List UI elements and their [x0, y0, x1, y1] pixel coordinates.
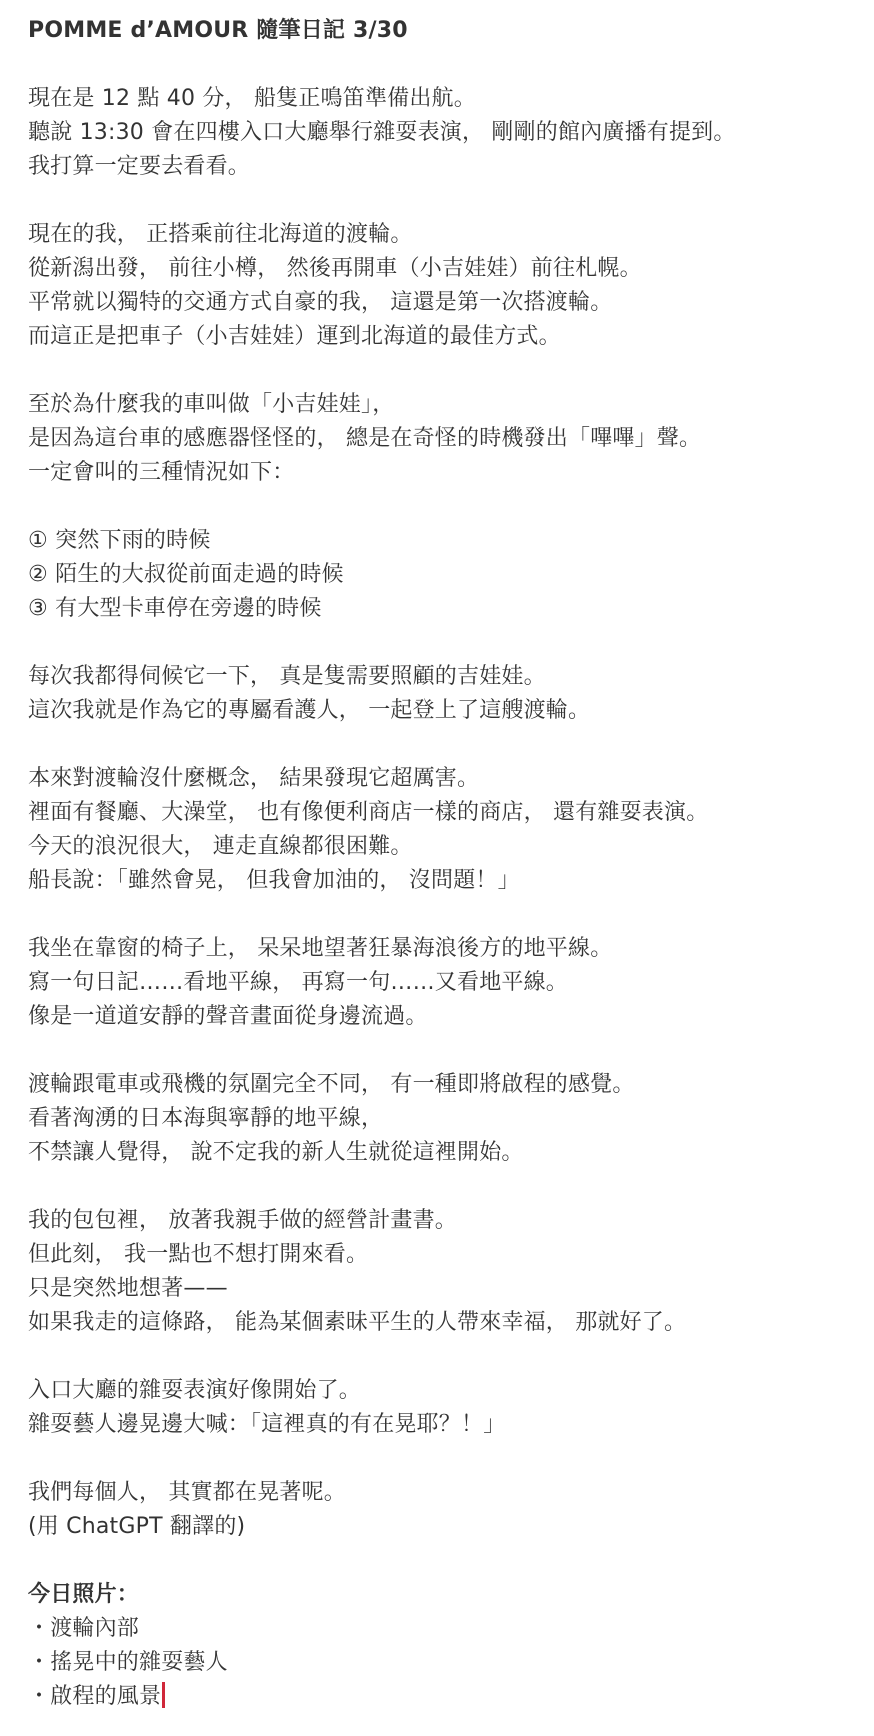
photo-list-item — [28, 1646, 846, 1680]
paragraph — [28, 524, 846, 626]
text-line: (用 ChatGPT 翻譯的) — [28, 1514, 246, 1539]
text-line: 但此刻， 我一點也不想打開來看。 — [28, 1242, 369, 1267]
text-line: ② 陌生的大叔從前面走過的時候 — [28, 562, 344, 587]
photo-item-label: ・渡輪內部 — [28, 1616, 140, 1641]
text-line: 我的包包裡， 放著我親手做的經營計畫書。 — [28, 1208, 457, 1233]
paragraph — [28, 82, 846, 184]
photo-item-label: ・搖晃中的雜耍藝人 — [28, 1650, 228, 1675]
text-line: 今天的浪況很大， 連走直線都很困難。 — [28, 834, 413, 859]
text-line: 每次我都得伺候它一下， 真是隻需要照顧的吉娃娃。 — [28, 664, 546, 689]
paragraph — [28, 762, 846, 898]
text-line: 平常就以獨特的交通方式自豪的我， 這還是第一次搭渡輪。 — [28, 290, 613, 315]
paragraph — [28, 1476, 846, 1544]
paragraph — [28, 388, 846, 490]
text-line: 我們每個人， 其實都在晃著呢。 — [28, 1480, 346, 1505]
photos-list — [28, 1612, 846, 1714]
text-line: 入口大廳的雜耍表演好像開始了。 — [28, 1378, 362, 1403]
text-line: ① 突然下雨的時候 — [28, 528, 211, 553]
text-line: 像是一道道安靜的聲音畫面從身邊流過。 — [28, 1004, 428, 1029]
text-line: 裡面有餐廳、大澡堂， 也有像便利商店一樣的商店， 還有雜耍表演。 — [28, 800, 709, 825]
photo-list-item — [28, 1680, 846, 1714]
text-line: 渡輪跟電車或飛機的氛圍完全不同， 有一種即將啟程的感覺。 — [28, 1072, 635, 1097]
photos-section — [28, 1578, 846, 1714]
text-line: 只是突然地想著—— — [28, 1276, 228, 1301]
paragraph — [28, 1068, 846, 1170]
text-line: 至於為什麼我的車叫做「小吉娃娃」， — [28, 392, 395, 417]
text-line: 看著洶湧的日本海與寧靜的地平線， — [28, 1106, 384, 1131]
document-title: POMME d’AMOUR 隨筆日記 3/30 — [28, 18, 408, 43]
text-line: 聽說 13:30 會在四樓入口大廳舉行雜耍表演， 剛剛的館內廣播有提到。 — [28, 120, 736, 145]
photos-heading: 今日照片： — [28, 1582, 140, 1607]
text-cursor — [162, 1682, 165, 1708]
text-line: 寫一句日記……看地平線， 再寫一句……又看地平線。 — [28, 970, 568, 995]
diary-body — [28, 82, 846, 1544]
text-line: 現在的我， 正搭乘前往北海道的渡輪。 — [28, 222, 413, 247]
paragraph — [28, 218, 846, 354]
text-line: 如果我走的這條路， 能為某個素昧平生的人帶來幸福， 那就好了。 — [28, 1310, 687, 1335]
text-line: 船長說：「雖然會晃， 但我會加油的， 沒問題！」 — [28, 868, 520, 893]
text-line: 我打算一定要去看看。 — [28, 154, 251, 179]
paragraph — [28, 660, 846, 728]
text-line: 這次我就是作為它的專屬看護人， 一起登上了這艘渡輪。 — [28, 698, 591, 723]
photo-item-label: ・啟程的風景 — [28, 1684, 162, 1709]
text-line: 我坐在靠窗的椅子上， 呆呆地望著狂暴海浪後方的地平線。 — [28, 936, 613, 961]
text-line: 不禁讓人覺得， 說不定我的新人生就從這裡開始。 — [28, 1140, 524, 1165]
text-line: ③ 有大型卡車停在旁邊的時候 — [28, 596, 322, 621]
text-line: 是因為這台車的感應器怪怪的， 總是在奇怪的時機發出「嗶嗶」聲。 — [28, 426, 702, 451]
text-line: 本來對渡輪沒什麼概念， 結果發現它超厲害。 — [28, 766, 480, 791]
photo-list-item — [28, 1612, 846, 1646]
text-line: 雜耍藝人邊晃邊大喊：「這裡真的有在晃耶？！」 — [28, 1412, 506, 1437]
text-line: 現在是 12 點 40 分， 船隻正鳴笛準備出航。 — [28, 86, 476, 111]
text-line: 一定會叫的三種情況如下： — [28, 460, 295, 485]
text-line: 而這正是把車子（小吉娃娃）運到北海道的最佳方式。 — [28, 324, 561, 349]
paragraph — [28, 932, 846, 1034]
text-line: 從新潟出發， 前往小樽， 然後再開車（小吉娃娃）前往札幌。 — [28, 256, 642, 281]
paragraph — [28, 1204, 846, 1340]
paragraph — [28, 1374, 846, 1442]
